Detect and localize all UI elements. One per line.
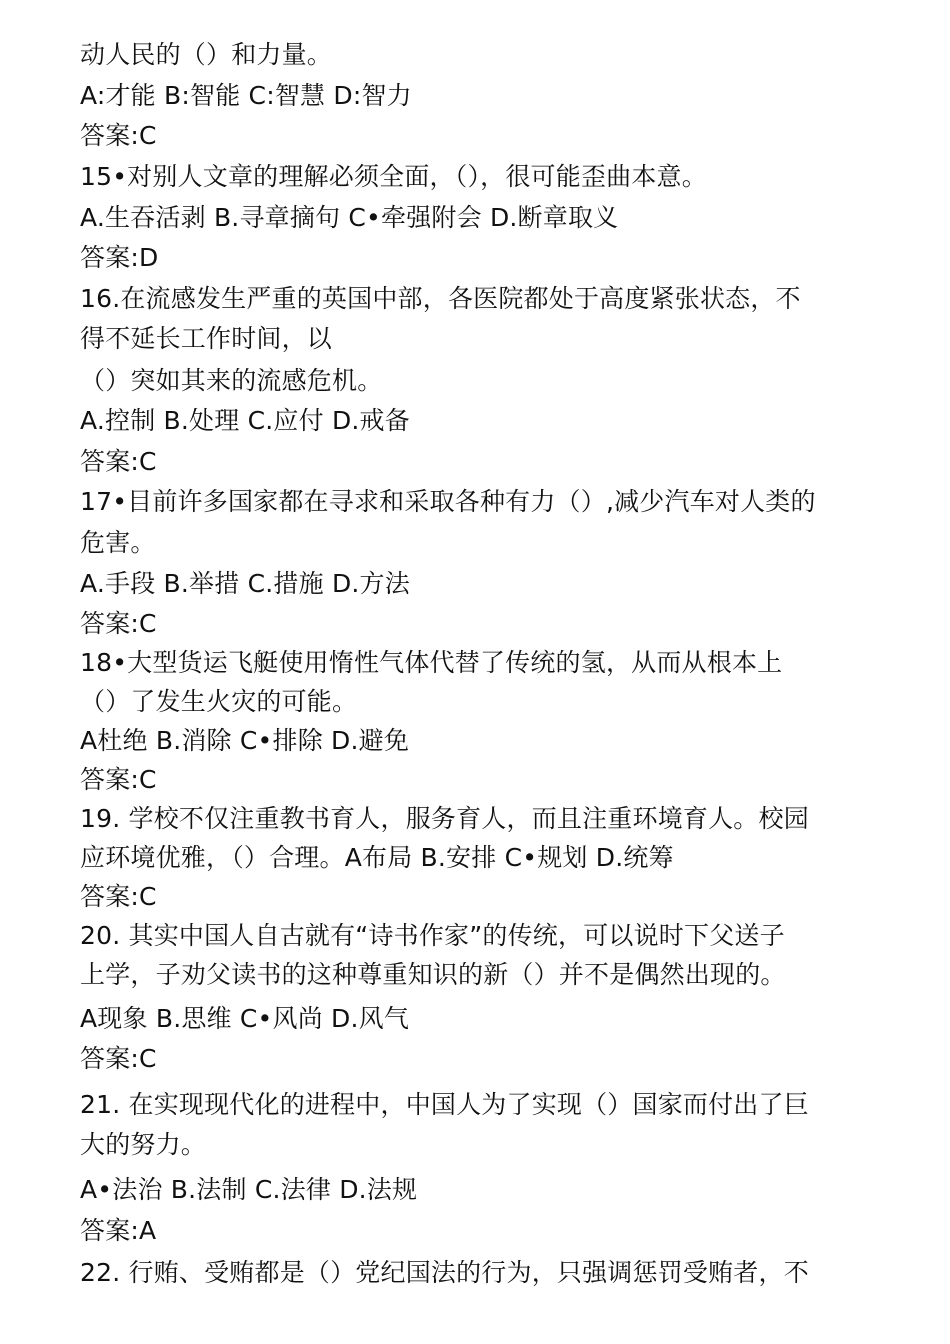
answer-line: 答案:C bbox=[80, 447, 157, 476]
answer-line: 答案:C bbox=[80, 1044, 157, 1073]
question-line: 16.在流感发生严重的英国中部，各医院都处于高度紧张状态，不 bbox=[80, 284, 801, 313]
answer-line: 答案:C bbox=[80, 609, 157, 638]
question-line: （）突如其来的流感危机。 bbox=[80, 366, 383, 395]
question-line: （）了发生火灾的可能。 bbox=[80, 687, 358, 716]
question-line: 危害。 bbox=[80, 528, 156, 557]
question-line: 20. 其实中国人自古就有“诗书作家”的传统，可以说时下父送子 bbox=[80, 921, 785, 950]
options-line: A杜绝 B.消除 C•排除 D.避免 bbox=[80, 726, 410, 755]
answer-line: 答案:A bbox=[80, 1216, 157, 1245]
options-line: A现象 B.思维 C•风尚 D.风气 bbox=[80, 1004, 410, 1033]
question-line: 17•目前许多国家都在寻求和采取各种有力（）,减少汽车对人类的 bbox=[80, 487, 816, 516]
question-line: 应环境优雅，（）合理。A布局 B.安排 C•规划 D.统筹 bbox=[80, 843, 674, 872]
options-line: A•法治 B.法制 C.法律 D.法规 bbox=[80, 1175, 418, 1204]
answer-line: 答案:C bbox=[80, 765, 157, 794]
options-line: A.控制 B.处理 C.应付 D.戒备 bbox=[80, 406, 410, 435]
question-line: 22. 行贿、受贿都是（）党纪国法的行为，只强调惩罚受贿者，不 bbox=[80, 1258, 809, 1287]
question-line: 大的努力。 bbox=[80, 1130, 207, 1159]
options-line: A.手段 B.举措 C.措施 D.方法 bbox=[80, 569, 410, 598]
question-line: 上学，子劝父读书的这种尊重知识的新（）并不是偶然出现的。 bbox=[80, 960, 786, 989]
question-line: 19. 学校不仅注重教书育人，服务育人，而且注重环境育人。校园 bbox=[80, 804, 809, 833]
text-line: 动人民的（）和力量。 bbox=[80, 40, 333, 69]
options-line: A.生吞活剥 B.寻章摘句 C•牵强附会 D.断章取义 bbox=[80, 203, 619, 232]
question-line: 15•对别人文章的理解必须全面，（），很可能歪曲本意。 bbox=[80, 162, 707, 191]
question-line: 得不延长工作时间，以 bbox=[80, 324, 333, 353]
answer-line: 答案:D bbox=[80, 243, 159, 272]
options-line: A:才能 B:智能 C:智慧 D:智力 bbox=[80, 81, 412, 110]
question-line: 18•大型货运飞艇使用惰性气体代替了传统的氢，从而从根本上 bbox=[80, 648, 783, 677]
answer-line: 答案:C bbox=[80, 882, 157, 911]
question-line: 21. 在实现现代化的进程中，中国人为了实现（）国家而付出了巨 bbox=[80, 1090, 809, 1119]
answer-line: 答案:C bbox=[80, 121, 157, 150]
